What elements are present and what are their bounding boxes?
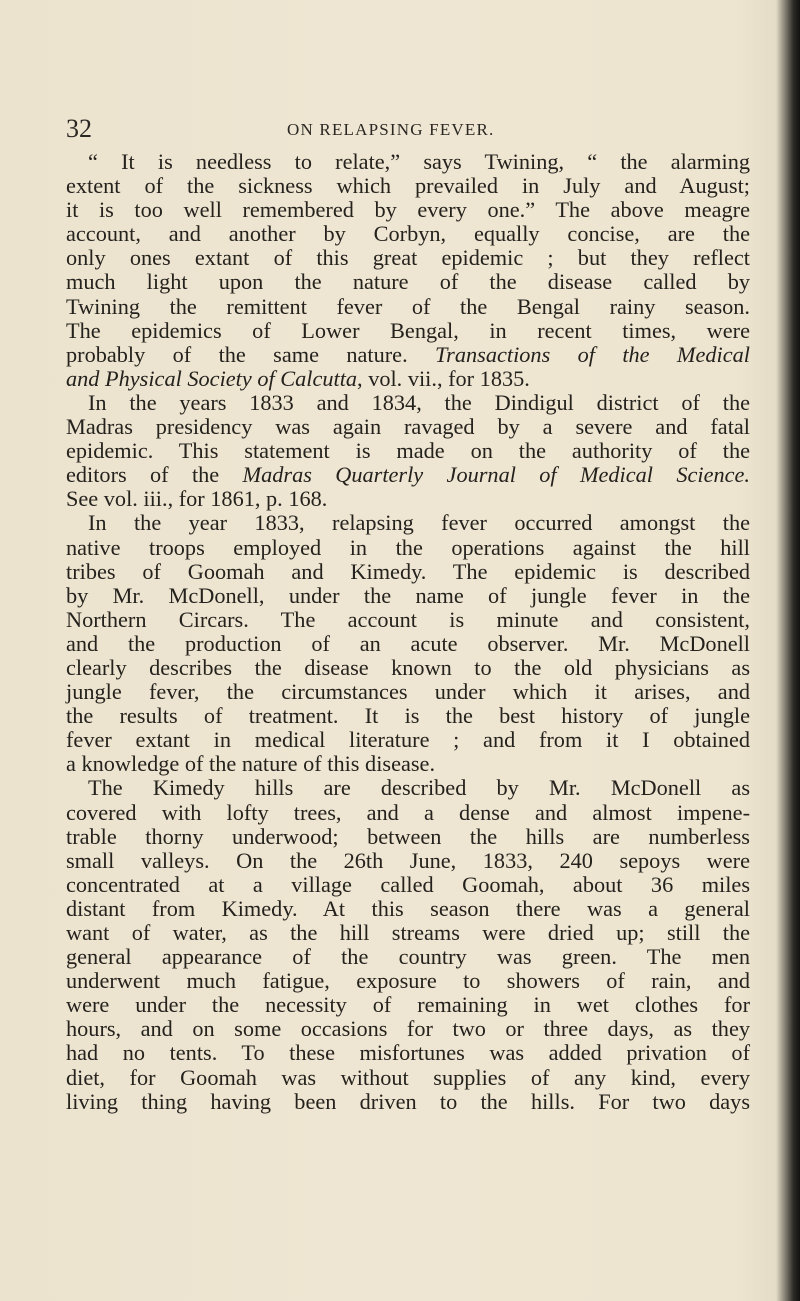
text-segment: editors of the (66, 462, 243, 488)
text-segment: , vol. vii., for 1835. (357, 365, 530, 391)
text-line: by Mr. McDonell, under the name of jungle fever in the (66, 582, 750, 608)
text-line: tribes of Goomah and Kimedy. The epidemic is described (66, 558, 750, 584)
text-line: extent of the sickness which prevailed in July and August; (66, 173, 750, 199)
text-line: were under the necessity of remaining in wet clothes for (66, 992, 750, 1018)
text-line (66, 343, 750, 367)
italic-citation: Madras Quarterly Journal of Medical Science. (242, 462, 750, 488)
text-line: fever extant in medical literature ; and from it I obtained (66, 727, 750, 753)
text-line: diet, for Goomah was without supplies of any kind, every (66, 1064, 750, 1090)
text-line: had no tents. To these misfortunes was added privation of (66, 1040, 750, 1066)
text-line: living thing having been driven to the hills. For two days (66, 1088, 750, 1114)
text-line: See vol. iii., for 1861, p. 168. (66, 486, 328, 512)
italic-citation: and Physical Society of Calcutta (66, 365, 358, 391)
text-line (66, 463, 750, 487)
text-line: covered with lofty trees, and a dense and almost impene- (66, 799, 750, 825)
text-line: epidemic. This statement is made on the authority of the (66, 438, 750, 464)
page-header (66, 114, 746, 144)
text-line (66, 367, 750, 391)
text-line: Twining the remittent fever of the Bengal rainy season. (66, 293, 750, 319)
text-line: In the year 1833, relapsing fever occurred amongst the (88, 510, 750, 536)
text-segment: probably of the same nature. (66, 341, 436, 367)
text-line: and the production of an acute observer. Mr. McDonell (66, 630, 750, 656)
text-line: general appearance of the country was green. The men (66, 944, 750, 970)
text-line: hours, and on some occasions for two or three days, as they (66, 1016, 750, 1042)
text-line: much light upon the nature of the disease called by (66, 269, 750, 295)
text-line: it is too well remembered by every one.” The above meagre (66, 197, 750, 223)
text-line: native troops employed in the operations against the hill (66, 534, 750, 560)
text-line: In the years 1833 and 1834, the Dindigul district of the (88, 389, 750, 415)
text-line: only ones extant of this great epidemic ; but they reflect (66, 245, 750, 271)
page-number: 32 (66, 114, 92, 143)
text-line: underwent much fatigue, exposure to showers of rain, and (66, 968, 750, 994)
text-line: want of water, as the hill streams were dried up; still the (66, 920, 750, 945)
text-line: a knowledge of the nature of this disease. (66, 751, 436, 777)
text-line: Madras presidency was again ravaged by a severe and fatal (66, 414, 750, 440)
text-line: the results of treatment. It is the best history of jungle (66, 703, 750, 729)
italic-citation: Transactions of the Medical (435, 341, 750, 367)
text-line: The epidemics of Lower Bengal, in recent times, were (66, 317, 750, 343)
text-line: trable thorny underwood; between the hills are numberless (66, 823, 750, 849)
text-line: clearly describes the disease known to the old physicians as (66, 654, 750, 680)
text-line: account, and another by Corbyn, equally concise, are the (66, 221, 750, 247)
text-line: small valleys. On the 26th June, 1833, 240 sepoys were (66, 847, 750, 873)
text-line: The Kimedy hills are described by Mr. McDonell as (88, 775, 750, 801)
body-text (66, 150, 750, 1114)
running-head: ON RELAPSING FEVER. (287, 120, 495, 139)
text-line: jungle fever, the circumstances under which it arises, and (66, 679, 750, 705)
text-line: “ It is needless to relate,” says Twining, “ the alarming (88, 149, 750, 174)
text-line: concentrated at a village called Goomah, about 36 miles (66, 871, 750, 897)
text-line: Northern Circars. The account is minute and consistent, (66, 606, 750, 632)
text-line: distant from Kimedy. At this season there was a general (66, 895, 750, 921)
